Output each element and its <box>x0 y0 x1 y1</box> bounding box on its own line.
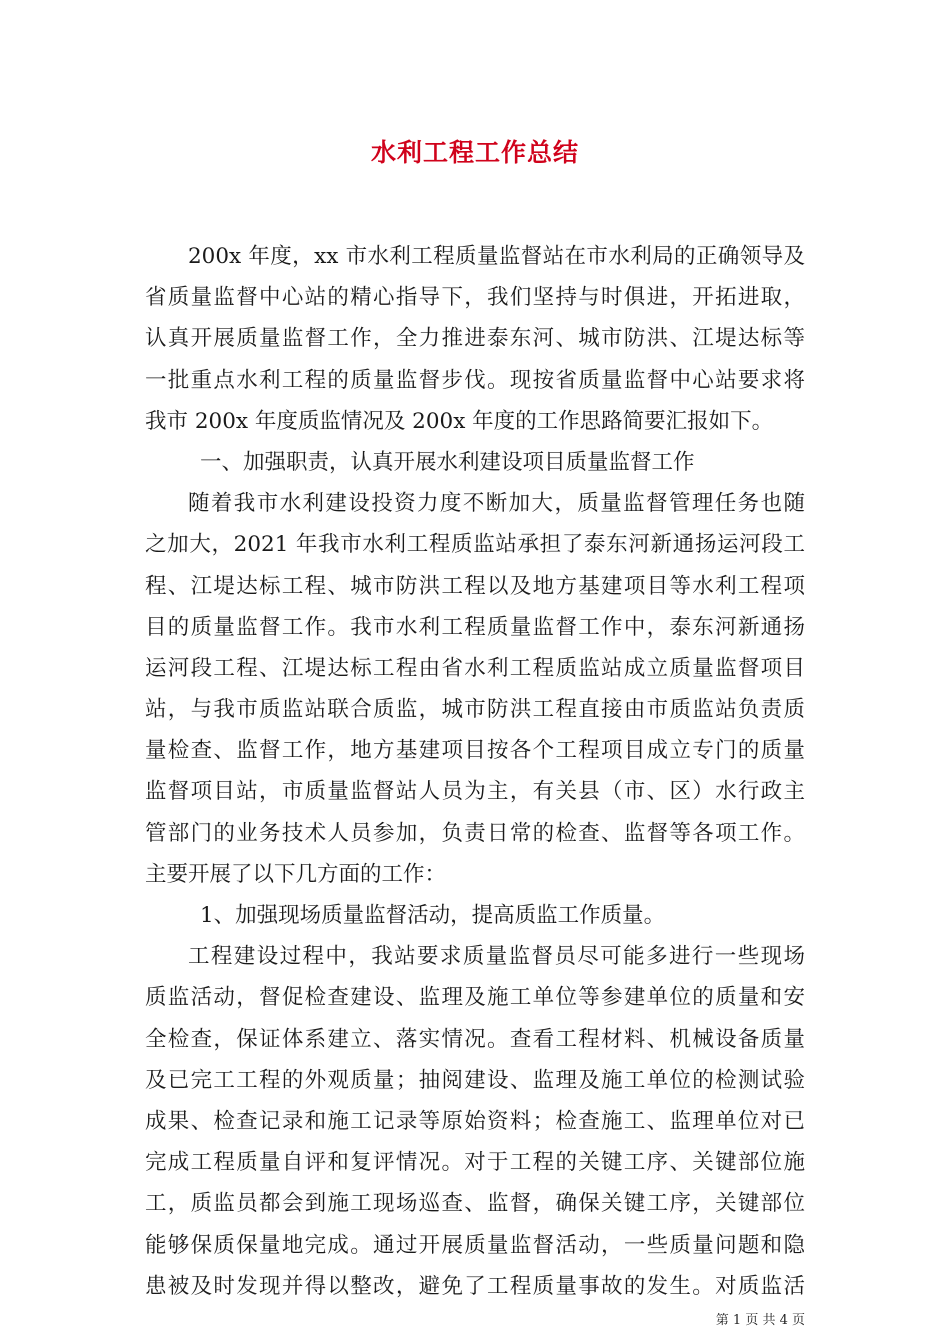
body-line: 运河段工程、江堤达标工程由省水利工程质监站成立质量监督项目 <box>145 655 805 681</box>
document-body <box>145 236 805 1307</box>
document-title: 水利工程工作总结 <box>370 138 579 167</box>
body-line: 随着我市水利建设投资力度不断加大，质量监督管理任务也随 <box>188 491 805 517</box>
body-line: 全检查，保证体系建立、落实情况。查看工程材料、机械设备质量 <box>145 1026 805 1052</box>
page-footer: 第 1 页 共 4 页 <box>715 1313 805 1328</box>
body-line: 成果、检查记录和施工记录等原始资料；检查施工、监理单位对已 <box>145 1108 805 1134</box>
body-line: 省质量监督中心站的精心指导下，我们坚持与时俱进，开拓进取， <box>145 285 805 311</box>
body-line: 完成工程质量自评和复评情况。对于工程的关键工序、关键部位施 <box>145 1150 805 1176</box>
body-line: 站，与我市质监站联合质监，城市防洪工程直接由市质监站负责质 <box>145 697 805 723</box>
body-line: 目的质量监督工作。我市水利工程质量监督工作中，泰东河新通扬 <box>145 614 805 640</box>
body-line: 200x 年度，xx 市水利工程质量监督站在市水利局的正确领导及 <box>188 244 805 269</box>
body-line: 管部门的业务技术人员参加，负责日常的检查、监督等各项工作。 <box>145 820 805 846</box>
section-heading: 一、加强职责，认真开展水利建设项目质量监督工作 <box>200 449 695 475</box>
body-line: 量检查、监督工作，地方基建项目按各个工程项目成立专门的质量 <box>145 738 805 764</box>
body-line: 我市 200x 年度质监情况及 200x 年度的工作思路简要汇报如下。 <box>145 408 774 434</box>
body-line: 患被及时发现并得以整改，避免了工程质量事故的发生。对质监活 <box>145 1273 805 1299</box>
body-line: 工程建设过程中，我站要求质量监督员尽可能多进行一些现场 <box>188 944 805 970</box>
body-line: 工，质监员都会到施工现场巡查、监督，确保关键工序，关键部位 <box>145 1191 805 1217</box>
subsection-heading: 1、加强现场质量监督活动，提高质监工作质量。 <box>200 903 666 928</box>
body-line: 质监活动，督促检查建设、监理及施工单位等参建单位的质量和安 <box>145 985 805 1011</box>
body-line: 能够保质保量地完成。通过开展质量监督活动，一些质量问题和隐 <box>145 1232 805 1258</box>
body-line: 主要开展了以下几方面的工作： <box>145 861 447 887</box>
body-line: 监督项目站，市质量监督站人员为主，有关县（市、区）水行政主 <box>145 779 805 805</box>
body-line: 及已完工工程的外观质量；抽阅建设、监理及施工单位的检测试验 <box>145 1067 805 1093</box>
body-line: 之加大，2021 年我市水利工程质监站承担了泰东河新通扬运河段工 <box>145 532 805 558</box>
body-line: 一批重点水利工程的质量监督步伐。现按省质量监督中心站要求将 <box>145 367 805 393</box>
body-line: 认真开展质量监督工作，全力推进泰东河、城市防洪、江堤达标等 <box>145 326 805 352</box>
body-line: 程、江堤达标工程、城市防洪工程以及地方基建项目等水利工程项 <box>145 573 805 599</box>
